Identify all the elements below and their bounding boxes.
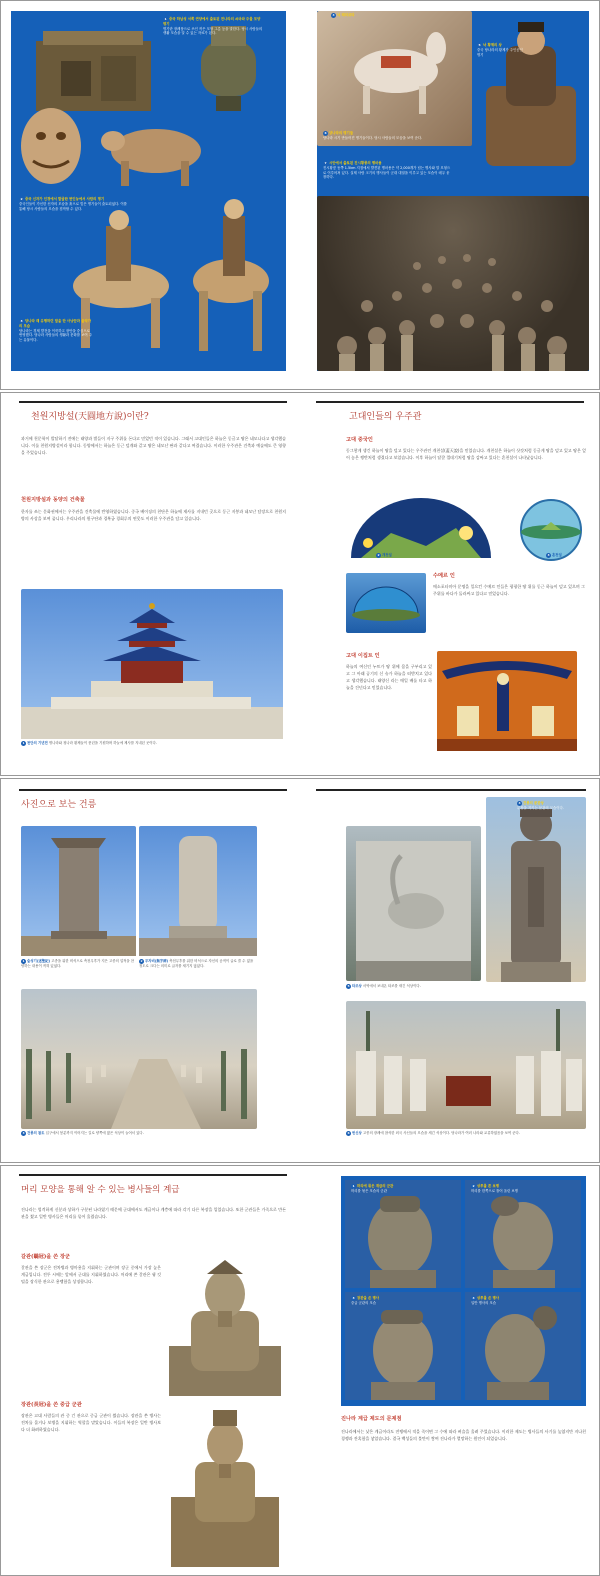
wuzi-caption: 2 무자비(無字碑) 측천무후를 위한 비석으로 자신의 공적이 글로 쓸 수 없을 정도로 크다는 의미로 글자를 새기지 않았다. [139, 959, 254, 968]
grid-caption-4: 4 상투를 쓴 병사 일반 병사의 모습 [471, 1296, 500, 1305]
china-paragraph: 동그랗게 생긴 하늘이 땅을 덮고 있다는 우주관인 개천설(蓋天說)을 믿었습니다. 개천설은 하늘이 삿갓처럼 둥글게 땅을 덮고 있고 땅은 엎어 놓은 쟁반처럼 생겼다고 보았습니다. 이후 하늘이 달걀 껍데기처럼 땅을 감싸고 있다는 혼천설이 나타났습니다. [346, 448, 586, 460]
caption-3: 3 당나라 때 유행하던 말을 탄 사냥꾼과 음악가의 모습 당나라는 경제 발전을 이룩하고 장안을 중심으로 번영했다. 당나라 사람들의 생활과 문화를 보여 주는 유물이다. [19, 319, 93, 342]
intro-paragraph: 과거에 천문학이 발달하기 전에는 태양과 별들이 지구 주위를 돈다고 믿었던 적이 있습니다. 그래서 고대인들은 하늘은 둥글고 땅은 네모나다고 생각했습니다. 이를 천원지방설이라 합니다. 동양에서는 하늘은 둥근 덮개와 같고 땅은 네모난 판과 같다고 여겼습니다. 이러한 우주관은 건축과 예술에도 큰 영향을 주었습니다. [21, 436, 286, 455]
caption-2: 2 중국 신자가 인경에서 발굴한 현인능에서 사람의 명기 중국인들이 가신한 신자의 모습을 흙으로 빚은 명기들이 출토되었다. 이를 통해 당시 사람들의 모습을 짐작할 수 있다. [19, 197, 127, 211]
ranks-intro: 진나라는 엄격하게 신분과 상하가 구분된 나라였기 때문에 군대에서도 계급이나 계층에 따라 각기 다른 복장을 입었습니다. 또한 군관들은 가죽으로 만든 관을 썼고 일반 병사들은 머리를 묶어 올렸습니다. [21, 1207, 286, 1219]
subheading-sumer: 수메르 인 [433, 573, 455, 579]
caption-4: 4 낙 테라코타 [332, 13, 355, 17]
shusheng-stele [21, 826, 136, 956]
officer-head-1 [345, 1180, 461, 1288]
spirit-way-scene [21, 989, 257, 1129]
right-top-rule [316, 401, 584, 403]
page-title-ranks: 머리 모양을 통해 알 수 있는 병사들의 계급 [21, 1185, 180, 1195]
subheading-architecture: 천원지방설과 동양의 건축물 [21, 497, 85, 503]
wuzi-stele [139, 826, 257, 956]
page-title-qianling: 사진으로 보는 건릉 [21, 800, 97, 810]
page-title-cosmos: 천원지방설(天圓地方說)이란? [31, 412, 149, 422]
horse-figure [341, 26, 451, 116]
statue-caption: 4 건릉의 문관상 무장을 지키는 문관의 모습이다. [517, 801, 564, 810]
ostrich-caption: 5 타조상 서역에서 보내온 타조를 새긴 석상이다. [347, 984, 421, 988]
subheading-problems: 진나라 계급 제도의 문제점 [341, 1416, 402, 1422]
left-top-rule [19, 401, 287, 403]
soldier-head-3 [345, 1292, 461, 1400]
right-top-rule [316, 789, 586, 791]
spread-cosmology [0, 392, 600, 776]
egypt-paragraph: 하늘의 여신인 누트가 땅 위에 몸을 구부리고 있고 그 아래 공기의 신 슈가 하늘을 떠받치고 있다고 생각했습니다. 태양신 라는 매일 배를 타고 하늘을 건넌다고 믿었습니다. [346, 664, 432, 690]
architecture-paragraph: 한자를 쓰는 문화권에서는 우주관을 건축물에 반영하였습니다. 중국 베이징의 천단은 하늘에 제사를 지내던 곳으로 둥근 지붕과 네모난 담장으로 천원지방의 사상을 보여 줍니다. 우리나라의 원구단과 경복궁 경회루의 연못도 이러한 우주관을 담고 있습니다. [21, 509, 286, 521]
officer-paragraph: 장관은 고대 사람들의 관 중 긴 관으로 중급 군관이 썼습니다. 장관을 쓴 병사는 전차를 몰거나 보병을 지휘하는 역할을 맡았습니다. 이들의 복장은 일반 병사보다 더 화려하였습니다. [21, 1413, 161, 1432]
rider-figurine-2 [181, 191, 281, 361]
problems-paragraph: 진나라에서는 낮은 계급이라도 전쟁에서 적을 죽이면 그 수에 따라 벼슬을 올려 주었습니다. 이러한 제도는 병사들의 사기를 높였지만 지나친 경쟁과 잔혹함을 낳았습니다. 결국 백성들의 불만이 쌓여 진나라가 멸망하는 원인이 되었습니다. [341, 1429, 586, 1441]
caption-5: 5 낙 황제의 상 중국 당나라의 황제가 주인공인 명기 [477, 43, 523, 57]
page-title-ancient: 고대인들의 우주관 [349, 412, 422, 422]
spread-qianling [0, 778, 600, 1163]
demon-mask-figurine [13, 101, 88, 191]
left-top-rule [19, 1174, 287, 1176]
caption-1: 1 중국 하남성 서쪽 연양에서 출토된 전나라의 쇠마와 주물 모양 명기 명기란 장례품으로 쓰인 작은 모형 그릇 등을 말한다. 당시 사람들의 생활 모습을 알 수 있는 자료가 된다. [163, 17, 263, 36]
ostrich-relief [346, 826, 481, 981]
civil-official-statue [486, 797, 586, 982]
subheading-egypt: 고대 이집트 인 [346, 653, 380, 659]
gutter [299, 1166, 311, 1575]
label-honcheon: 3 혼천설 [547, 553, 562, 557]
general-paragraph: 갈관을 쓴 장군은 전차병과 병마용을 지휘하는 군관이며 장군 중에서 가장 높은 계급입니다. 전투 시에는 앞에서 군대를 지휘하였습니다. 머리에 쓴 갈관은 꿩 깃털을 장식한 관으로 용맹함을 상징합니다. [21, 1265, 161, 1284]
officer-statue [161, 1402, 289, 1567]
caption-7: 7 시안에서 출토된 진시황릉의 병마용 진시황릉 동쪽 1.5km 지점에서 발견된 병마용은 약 2,000개가 넘는 병사와 말 모형으로 이루어져 있다. 실제 사람 크기의 병사들이 군대 대열을 이루고 있는 모습이 매우 웅장하다. [323, 161, 451, 180]
subheading-officer: 장관(長冠)을 쓴 중급 군관 [21, 1402, 82, 1408]
shusheng-caption: 1 술성기(述聖紀) 고종을 위한 비석으로 측천무후가 지은 고종의 업적을 찬양하는 내용이 적혀 있었다. [21, 959, 135, 968]
temple-caption: 1 천단의 기년전 명나라와 청나라 황제들이 풍년을 기원하며 하늘에 제사를 지내던 곳이다. [22, 741, 157, 745]
gutter [299, 393, 311, 775]
beast-figurine [101, 111, 211, 191]
spread-artifacts [0, 0, 600, 390]
soldier-head-4 [465, 1292, 581, 1400]
caption-6: 6 당나라의 명기들 당나라 시기 만들어진 명기들이다. 당시 사람들의 모습을 보여 준다. [323, 131, 423, 140]
army-figures [317, 196, 589, 371]
gutter [299, 779, 311, 1162]
grid-caption-3: 3 장관을 쓴 병사 중급 군관의 모습 [351, 1296, 380, 1305]
left-top-rule [19, 789, 287, 791]
grid-caption-1: 1 머리에 묶은 계급의 군관 머리를 묶은 모습의 군관 [351, 1184, 394, 1193]
cosmology-diagrams [346, 488, 591, 563]
label-gaicheon: 2 개천설 [377, 553, 392, 557]
grid-caption-2: 2 상투를 튼 보병 머리를 한쪽으로 틀어 올린 보병 [471, 1184, 518, 1193]
subheading-general: 갈관(鶡冠)을 쓴 장군 [21, 1254, 70, 1260]
papyrus-figures [437, 651, 577, 751]
envoys-caption: 6 번신상 고종의 장례에 참석한 외국 사신들의 모습을 새긴 석상이다. 당나라가 여러 나라와 교류하였음을 보여 준다. [347, 1131, 520, 1135]
sumer-paragraph: 메소포타미아 문명을 일으킨 수메르 인들은 평평한 땅 위를 둥근 하늘이 덮고 있으며 그 주위를 바다가 둘러싸고 있다고 믿었습니다. [433, 584, 585, 596]
officer-head-2 [465, 1180, 581, 1288]
temple-illustration [21, 589, 283, 739]
spread-soldier-ranks [0, 1165, 600, 1576]
sumer-dome [346, 573, 426, 633]
gutter [299, 1, 311, 389]
general-statue [161, 1256, 289, 1396]
headless-statues [346, 1001, 586, 1129]
spirit-way-caption: 3 건릉의 참도 입구에서 봉분까지 이어지는 길로 양쪽에 많은 석상이 늘어서 있다. [22, 1131, 144, 1135]
seated-emperor-statue [476, 16, 586, 176]
subheading-china: 고대 중국인 [346, 437, 373, 443]
